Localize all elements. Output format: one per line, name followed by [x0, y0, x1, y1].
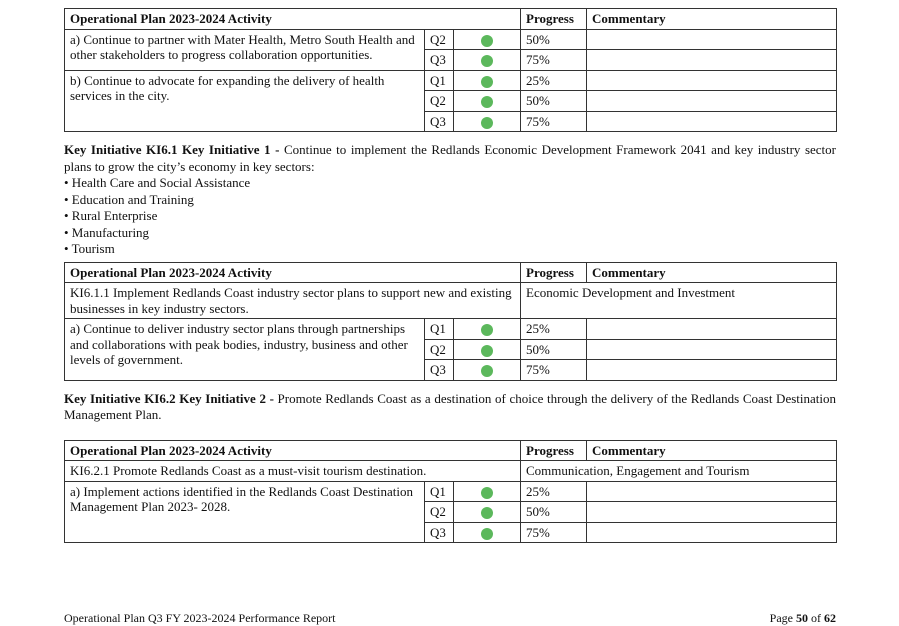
commentary-cell [587, 50, 837, 71]
quarter-label: Q3 [425, 522, 454, 543]
status-cell [454, 91, 521, 112]
status-cell [454, 29, 521, 50]
progress-value: 75% [521, 111, 587, 132]
key-initiative-1-text: Continue to implement the Redlands Economic Development Framework 2041 and key industry sector plans to grow the city’s economy in key sectors: [64, 142, 837, 174]
table-header-row [65, 440, 837, 461]
status-green-dot-icon [481, 324, 493, 336]
status-green-dot-icon [481, 365, 493, 377]
table-row [65, 319, 837, 340]
objective-commentary: Communication, Engagement and Tourism [521, 461, 837, 482]
commentary-cell [587, 360, 837, 381]
list-item: • Rural Enterprise [64, 208, 158, 223]
activity-table-2 [64, 262, 837, 381]
commentary-cell [587, 481, 837, 502]
commentary-header: Commentary [587, 9, 837, 30]
status-cell [454, 522, 521, 543]
status-green-dot-icon [481, 528, 493, 540]
status-cell [454, 481, 521, 502]
activity-header: Operational Plan 2023-2024 Activity [65, 9, 521, 30]
progress-header: Progress [521, 9, 587, 30]
commentary-cell [587, 70, 837, 91]
table-header-row [65, 9, 837, 30]
status-green-dot-icon [481, 345, 493, 357]
status-cell [454, 70, 521, 91]
status-green-dot-icon [481, 55, 493, 67]
commentary-cell [587, 91, 837, 112]
status-cell [454, 360, 521, 381]
list-item: • Education and Training [64, 191, 194, 207]
current-page: 50 [796, 611, 808, 625]
key-initiative-2 [64, 391, 836, 424]
activity-table-3 [64, 440, 837, 544]
commentary-cell [587, 339, 837, 360]
total-pages: 62 [824, 611, 836, 625]
table-header-row [65, 262, 837, 283]
quarter-label: Q2 [425, 91, 454, 112]
table-row [65, 481, 837, 502]
quarter-label: Q1 [425, 319, 454, 340]
quarter-label: Q2 [425, 29, 454, 50]
objective-commentary: Economic Development and Investment [521, 283, 837, 319]
commentary-cell [587, 502, 837, 523]
commentary-header: Commentary [587, 262, 837, 283]
progress-value: 25% [521, 481, 587, 502]
progress-value: 50% [521, 91, 587, 112]
status-cell [454, 502, 521, 523]
commentary-cell [587, 522, 837, 543]
quarter-label: Q3 [425, 111, 454, 132]
progress-value: 50% [521, 502, 587, 523]
commentary-cell [587, 319, 837, 340]
key-sectors-list [64, 175, 836, 258]
status-green-dot-icon [481, 117, 493, 129]
status-cell [454, 339, 521, 360]
activity-text: a) Continue to deliver industry sector plans through partnerships and collaborations with peak bodies, industry, business and other levels of government. [65, 319, 425, 381]
key-initiative-1-label: Key Initiative KI6.1 Key Initiative 1 - [64, 142, 280, 157]
objective-text: KI6.1.1 Implement Redlands Coast industry sector plans to support new and existing businesses in key industry sectors. [65, 283, 521, 319]
list-item: • Manufacturing [64, 224, 150, 240]
progress-value: 75% [521, 50, 587, 71]
table-row [65, 70, 837, 91]
activity-header: Operational Plan 2023-2024 Activity [65, 440, 521, 461]
quarter-label: Q2 [425, 502, 454, 523]
status-cell [454, 111, 521, 132]
report-page [64, 8, 836, 543]
quarter-label: Q1 [425, 70, 454, 91]
activity-text: a) Implement actions identified in the Redlands Coast Destination Management Plan 2023- 2028. [65, 481, 425, 543]
table-row [65, 29, 837, 50]
commentary-header: Commentary [587, 440, 837, 461]
commentary-cell [587, 111, 837, 132]
progress-value: 25% [521, 319, 587, 340]
progress-value: 50% [521, 339, 587, 360]
progress-header: Progress [521, 440, 587, 461]
activity-header: Operational Plan 2023-2024 Activity [65, 262, 521, 283]
list-item: • Tourism [64, 241, 115, 256]
commentary-cell [587, 29, 837, 50]
quarter-label: Q1 [425, 481, 454, 502]
status-green-dot-icon [481, 76, 493, 88]
progress-header: Progress [521, 262, 587, 283]
objective-text: KI6.2.1 Promote Redlands Coast as a must-visit tourism destination. [65, 461, 521, 482]
objective-row [65, 283, 837, 319]
status-green-dot-icon [481, 96, 493, 108]
progress-value: 75% [521, 360, 587, 381]
progress-value: 75% [521, 522, 587, 543]
activity-text: a) Continue to partner with Mater Health, Metro South Health and other stakeholders to progress collaboration opportunities. [65, 29, 425, 70]
quarter-label: Q3 [425, 50, 454, 71]
status-green-dot-icon [481, 487, 493, 499]
quarter-label: Q2 [425, 339, 454, 360]
objective-row [65, 461, 837, 482]
status-green-dot-icon [481, 507, 493, 519]
key-initiative-2-text: Promote Redlands Coast as a destination of choice through the delivery of the Redlands Coast Destination Management Plan. [64, 390, 836, 422]
page-footer [64, 610, 836, 626]
key-initiative-2-label: Key Initiative KI6.2 Key Initiative 2 - [64, 390, 274, 406]
progress-value: 50% [521, 29, 587, 50]
footer-report-title: Operational Plan Q3 FY 2023-2024 Performance Report [64, 611, 336, 625]
status-cell [454, 319, 521, 340]
activity-table-1 [64, 8, 837, 132]
key-initiative-1 [64, 142, 836, 175]
progress-value: 25% [521, 70, 587, 91]
page-number: Page 50 of 62 [769, 611, 836, 625]
list-item: • Health Care and Social Assistance [64, 175, 251, 190]
status-cell [454, 50, 521, 71]
quarter-label: Q3 [425, 360, 454, 381]
activity-text: b) Continue to advocate for expanding the delivery of health services in the city. [65, 70, 425, 132]
status-green-dot-icon [481, 35, 493, 47]
